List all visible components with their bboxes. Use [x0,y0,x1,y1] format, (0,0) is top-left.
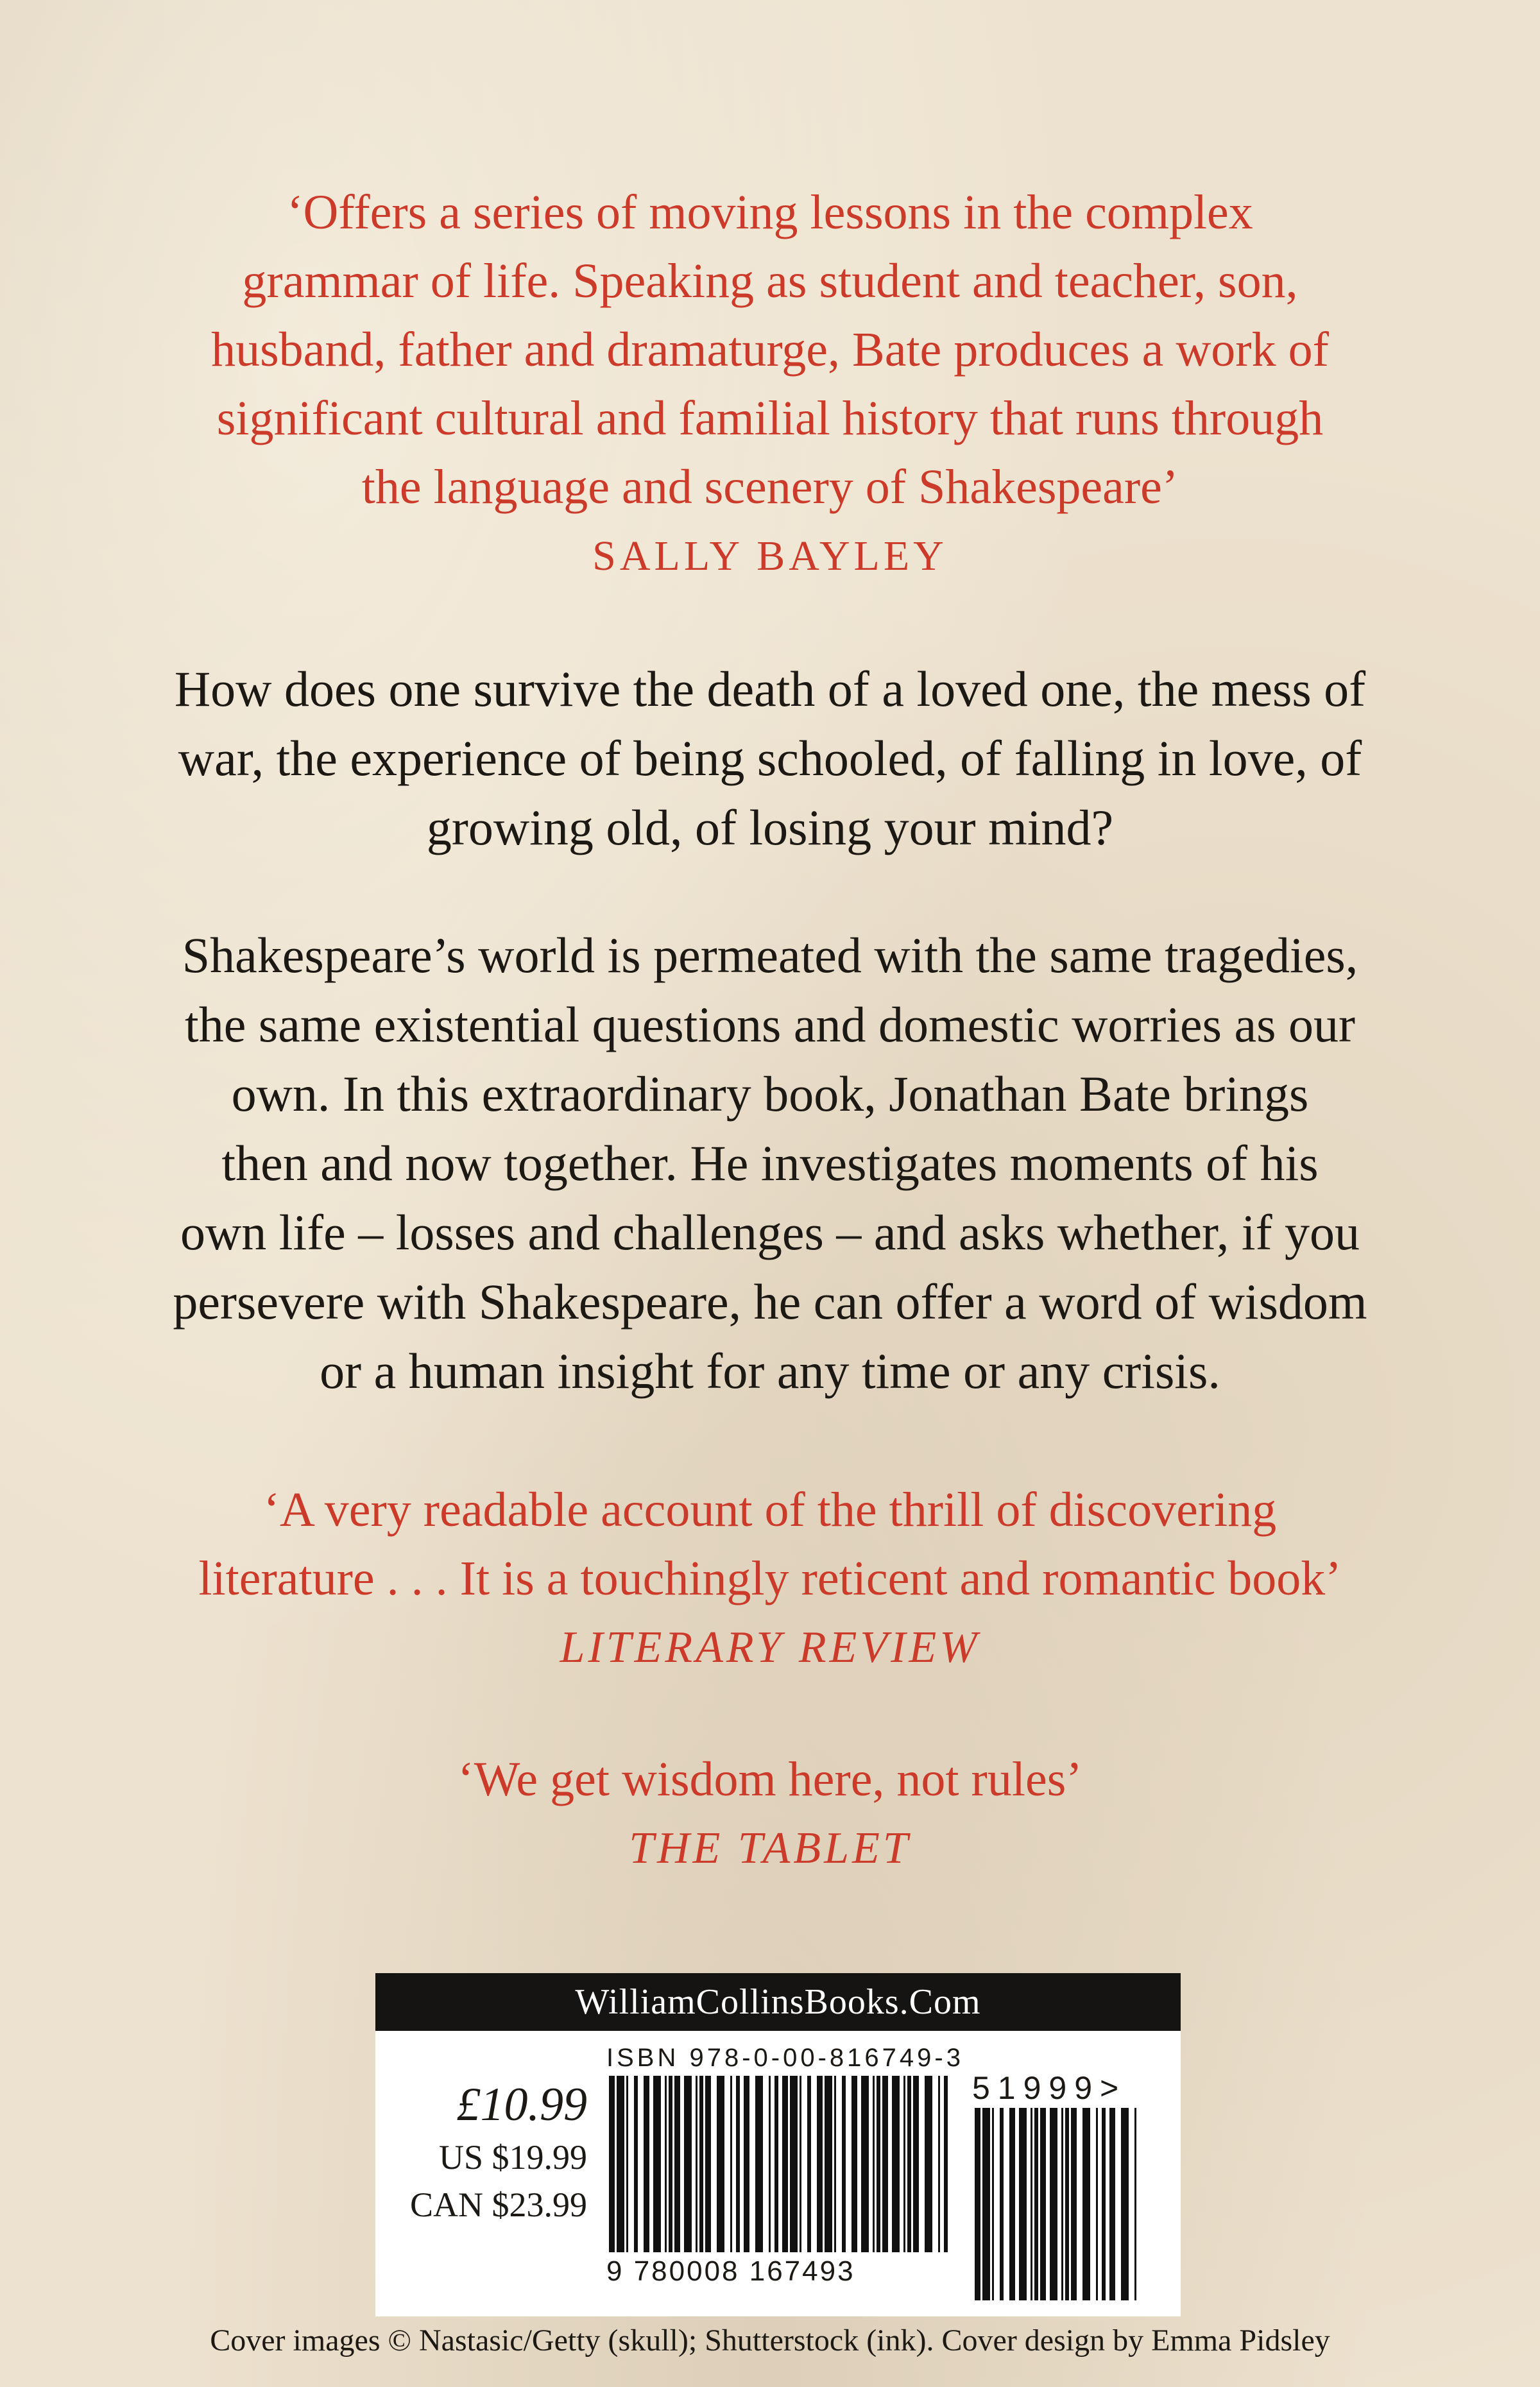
blurb-line: then and now together. He investigates moments of his [221,1135,1319,1191]
blurb-line: growing old, of losing your mind? [426,800,1114,855]
quote-sally-bayley [0,178,1540,590]
isbn-label: ISBN 978-0-00-816749-3 [606,2044,964,2072]
barcode-addon-digits: 51999> [972,2070,1127,2106]
quote-line: literature . . . It is a touchingly reticent and romantic book’ [198,1552,1342,1605]
blurb-paragraph-1 [0,654,1540,862]
blurb-line: How does one survive the death of a loved one, the mess of [174,661,1366,717]
blurb-line: own life – losses and challenges – and asks whether, if you [180,1204,1360,1260]
cover-credits: Cover images © Nastasic/Getty (skull); Shutterstock (ink). Cover design by Emma Pidsley [210,2323,1330,2357]
quote-line: husband, father and dramaturge, Bate produces a work of [211,323,1329,377]
publisher-website: WilliamCollinsBooks.Com [375,1973,1181,2031]
quote-line: ‘A very readable account of the thrill of discovering [263,1483,1277,1537]
quote-line: significant cultural and familial history that runs through [216,391,1324,445]
price-can: CAN $23.99 [409,2186,587,2224]
quote-line: ‘Offers a series of moving lessons in the complex [287,185,1253,239]
blurb-line: the same existential questions and domestic worries as our [185,997,1355,1052]
quote-attribution: SALLY BAYLEY [592,533,948,579]
blurb-line: Shakespeare’s world is permeated with the same tragedies, [182,927,1358,983]
quote-source: THE TABLET [629,1824,911,1873]
price-us: US $19.99 [438,2138,587,2177]
quote-literary-review [0,1476,1540,1682]
quote-source: LITERARY REVIEW [560,1623,980,1672]
quote-the-tablet [0,1745,1540,1883]
quote-line: grammar of life. Speaking as student and teacher, son, [242,254,1298,308]
blurb-line: persevere with Shakespeare, he can offer a word of wisdom [173,1274,1367,1330]
blurb-line: own. In this extraordinary book, Jonathan Bate brings [231,1066,1309,1122]
quote-line: the language and scenery of Shakespeare’ [361,460,1179,514]
barcode-panel [375,1973,1181,2316]
price-gbp: £10.99 [456,2078,587,2131]
barcode-addon-icon [972,2108,1139,2300]
blurb-line: war, the experience of being schooled, of falling in love, of [178,730,1362,786]
blurb-paragraph-2 [0,921,1540,1406]
barcode-number: 9 780008 167493 [606,2255,855,2287]
price-list [401,2076,587,2229]
quote-line: ‘We get wisdom here, not rules’ [458,1752,1082,1806]
blurb-line: or a human insight for any time or any crisis. [320,1343,1220,1399]
barcode-icon [606,2076,953,2252]
